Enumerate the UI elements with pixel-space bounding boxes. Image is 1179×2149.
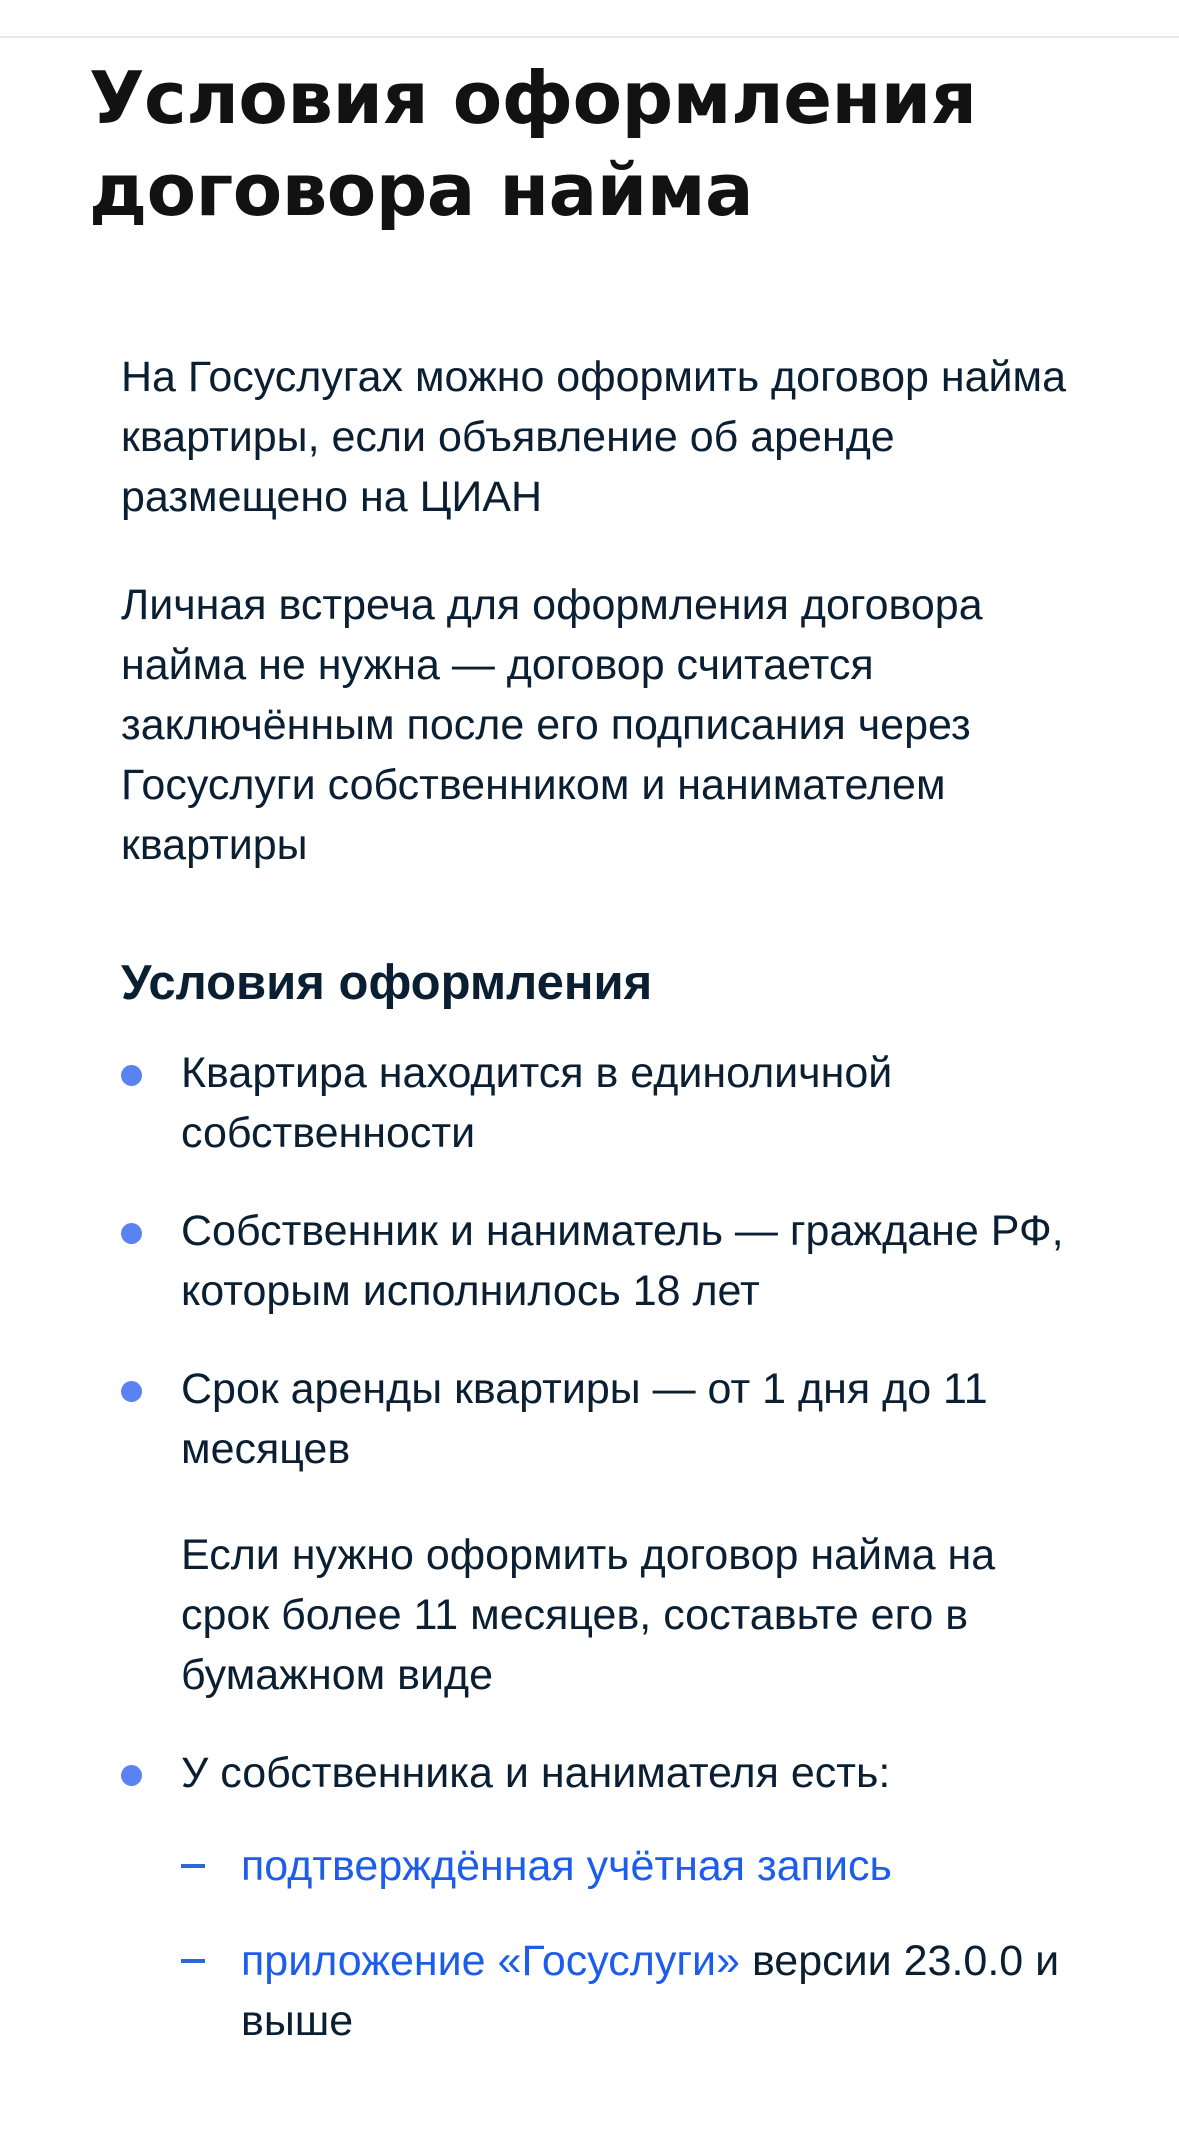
condition-item-ownership bbox=[121, 1043, 1081, 1163]
condition-item-term bbox=[121, 1359, 1081, 1705]
conditions-title: Условия оформления bbox=[121, 956, 653, 1010]
dash-bullet-icon bbox=[181, 1864, 205, 1868]
requirements-sublist bbox=[181, 1836, 1081, 2051]
dot-bullet-icon bbox=[121, 1065, 142, 1086]
dot-bullet-icon bbox=[121, 1223, 142, 1244]
verified-account-link[interactable]: подтверждённая учётная запись bbox=[241, 1842, 892, 1890]
dash-bullet-icon bbox=[181, 1959, 205, 1963]
requirement-item-app bbox=[181, 1931, 1081, 2051]
intro-paragraph: На Госуслугах можно оформить договор найма квартиры, если объявление об аренде размещено на ЦИАН bbox=[121, 353, 1067, 521]
intro-paragraph-meeting: Личная встреча для оформления договора найма не нужна — договор считается заключённым после его подписания через Госуслуги собственником и нанимателем квартиры bbox=[121, 581, 983, 869]
conditions-list bbox=[121, 1043, 1081, 2089]
gosuslugi-app-link[interactable]: приложение «Госуслуги» bbox=[241, 1937, 740, 1985]
condition-text: Квартира находится в единоличной собственности bbox=[181, 1049, 893, 1157]
dot-bullet-icon bbox=[121, 1381, 142, 1402]
condition-text: У собственника и нанимателя есть: bbox=[181, 1749, 891, 1797]
dot-bullet-icon bbox=[121, 1765, 142, 1786]
requirement-item-account bbox=[181, 1836, 1081, 1896]
condition-text: Собственник и наниматель — граждане РФ, которым исполнилось 18 лет bbox=[181, 1207, 1064, 1315]
condition-note: Если нужно оформить договор найма на срок более 11 месяцев, составьте его в бумажном виде bbox=[181, 1531, 996, 1699]
app-version-text: версии 23.0.0 и выше bbox=[241, 1937, 1060, 2045]
page-title: Условия оформления договора найма bbox=[89, 56, 977, 232]
condition-item-requirements bbox=[121, 1743, 1081, 2051]
condition-item-citizens bbox=[121, 1201, 1081, 1321]
condition-text: Срок аренды квартиры — от 1 дня до 11 месяцев bbox=[181, 1365, 988, 1473]
top-divider bbox=[0, 36, 1179, 38]
